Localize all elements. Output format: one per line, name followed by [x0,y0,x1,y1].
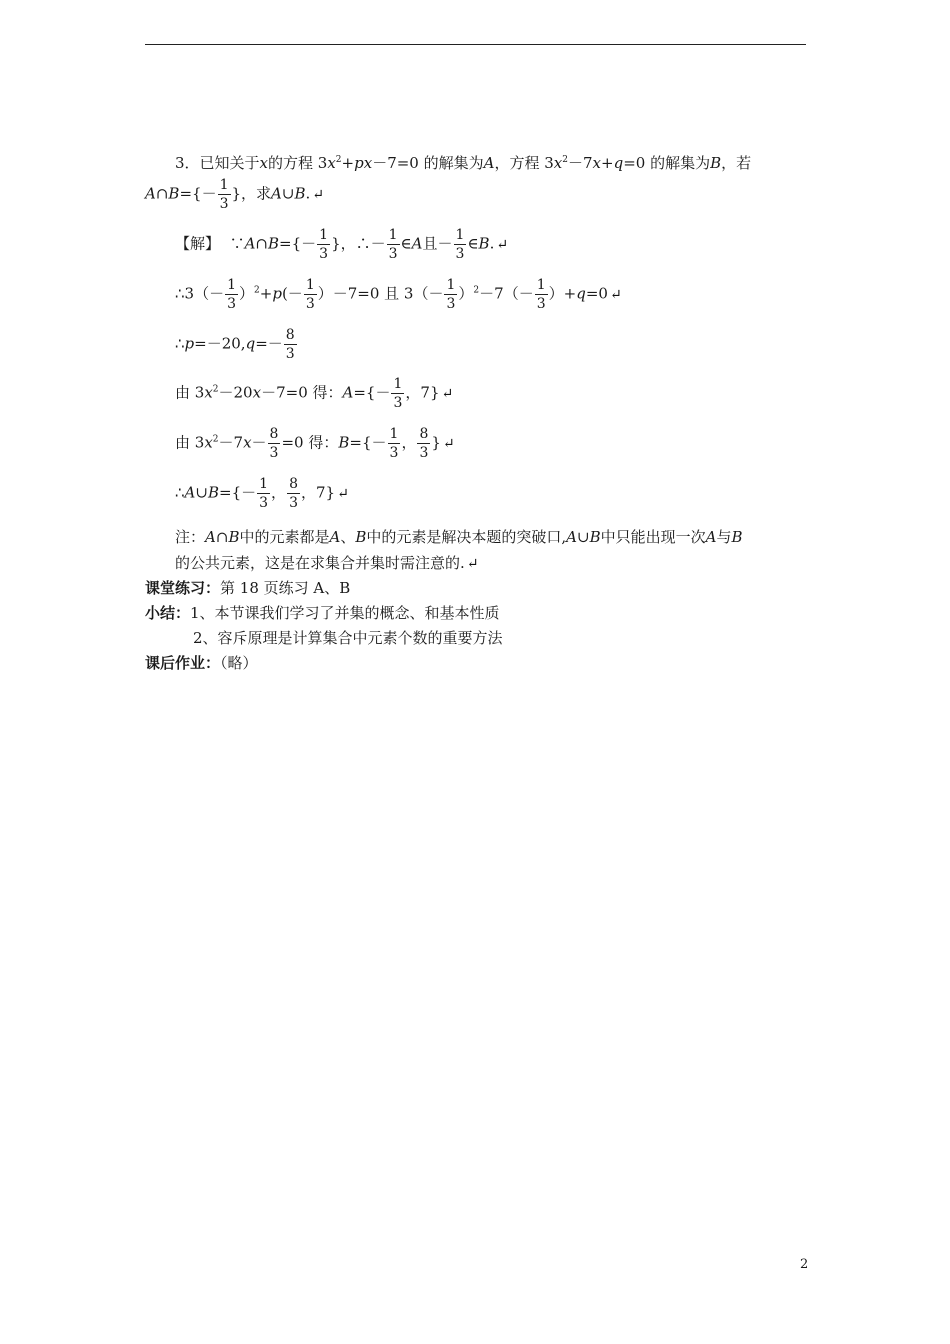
problem-line-2: A∩B={－ $\frac{1}{3}$ }，求A∪B. ↵ [145,177,325,212]
fraction: $\frac{8}{3}$ [269,426,279,461]
paragraph-mark-icon: ↵ [609,286,622,303]
page-number: 2 [800,1257,809,1272]
paragraph-mark-icon: ↵ [441,385,454,402]
fraction: $\frac{8}{3}$ [419,426,429,461]
fraction: $\frac{8}{3}$ [285,327,295,362]
fraction: $\frac{1}{3}$ [305,277,315,312]
solution-line-4: 由 $3x^2-20x-7=0$ 得：A={－ $\frac{1}{3}$ ，7} ↵ [175,376,454,411]
summary-line-1: 小结：1、本节课我们学习了并集的概念、和基本性质 [145,604,500,622]
solution-line-1: 【解】 ∵A∩B={－ $\frac{1}{3}$ }，∴－ $\frac{1}{3}$ ∈A且－ $\frac{1}{3}$ ∈B. ↵ [175,227,509,262]
solution-line-6: ∴A∪B={－ $\frac{1}{3}$ ， $\frac{8}{3}$ ，7} ↵ [175,476,349,511]
note-line-1: 注：A∩B中的元素都是A、B中的元素是解决本题的突破口,A∪B中只能出现一次A与B [175,528,743,546]
fraction: $\frac{1}{3}$ [446,277,456,312]
paragraph-mark-icon: ↵ [337,485,349,502]
summary-line-2: 2、容斥原理是计算集合中元素个数的重要方法 [193,629,503,647]
fraction: $\frac{1}{3}$ [388,227,398,262]
solution-line-3: ∴p=－20,q=－ $\frac{8}{3}$ [175,327,295,362]
paragraph-mark-icon: ↵ [496,236,509,253]
fraction: $\frac{1}{3}$ [227,277,237,312]
fraction: $\frac{1}{3}$ [389,426,399,461]
fraction: $\frac{1}{3}$ [259,476,269,511]
header-rule [145,44,806,45]
homework-label: 课后作业： [145,654,221,672]
practice-label: 课堂练习： [145,579,221,597]
solution-line-2: ∴3（－ $\frac{1}{3}$ ）$^2$+p(－ $\frac{1}{3}$ ）－7=0 且 3（－ $\frac{1}{3}$ ）$^2$－7（－ $\frac{1}{3}$ ）+q=0 ↵ [175,277,622,312]
fraction: $\frac{1}{3}$ [319,227,329,262]
fraction: $\frac{1}{3}$ [455,227,465,262]
fraction: $\frac{1}{3}$ [219,177,229,212]
homework-line: 课后作业：（略） [145,654,258,672]
problem-line-1: 3．已知关于x的方程 $3x^2+px-7=0$ 的解集为A，方程 $3x^2-7x+q=0$ 的解集为B，若 [175,154,752,172]
note-line-2: 的公共元素，这是在求集合并集时需注意的. ↵ [175,554,479,572]
fraction: $\frac{8}{3}$ [289,476,298,511]
paragraph-mark-icon: ↵ [442,435,455,452]
fraction: $\frac{1}{3}$ [393,376,403,411]
fraction: $\frac{1}{3}$ [536,277,546,312]
paragraph-mark-icon: ↵ [312,186,325,203]
practice-line: 课堂练习：第 18 页练习 A、B [145,579,351,597]
summary-label: 小结： [145,604,191,622]
solution-line-5: 由 $3x^2-7x-$ $\frac{8}{3}$ =0 得：B={－ $\frac{1}{3}$ ， $\frac{8}{3}$ } ↵ [175,426,455,461]
paragraph-mark-icon: ↵ [466,556,479,572]
